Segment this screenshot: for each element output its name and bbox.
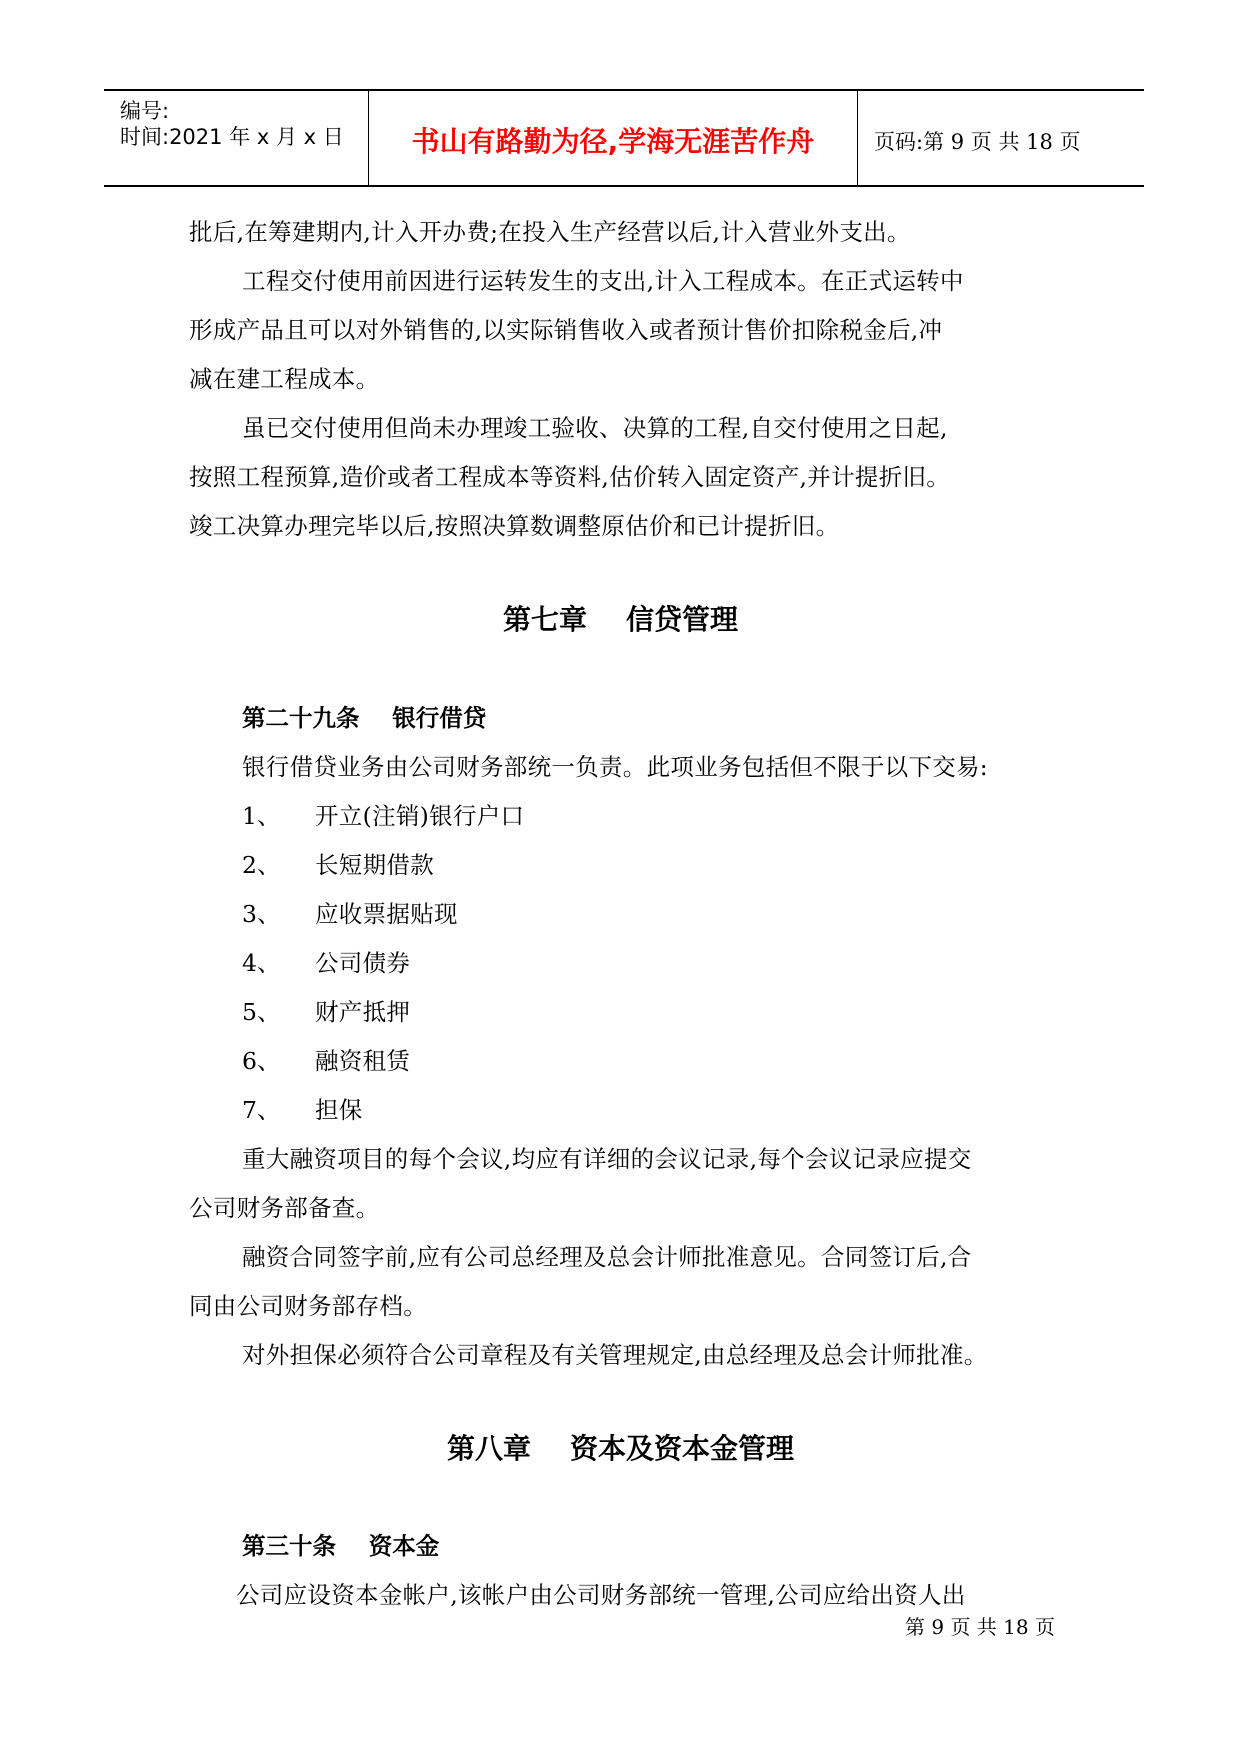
header-page-info: 页码:第 9 页 共 18 页 <box>874 130 1081 154</box>
paragraph-line: 重大融资项目的每个会议,均应有详细的会议记录,每个会议记录应提交 <box>242 1145 972 1173</box>
paragraph-line: 银行借贷业务由公司财务部统一负责。此项业务包括但不限于以下交易: <box>242 753 989 781</box>
paragraph-line: 竣工决算办理完毕以后,按照决算数调整原估价和已计提折旧。 <box>189 512 840 540</box>
paragraph-line: 形成产品且可以对外销售的,以实际销售收入或者预计售价扣除税金后,冲 <box>189 316 943 344</box>
paragraph-line: 融资合同签字前,应有公司总经理及总会计师批准意见。合同签订后,合 <box>242 1243 972 1271</box>
document-header <box>104 89 1144 187</box>
list-item-number: 7、 <box>242 1096 281 1124</box>
paragraph-line: 同由公司财务部存档。 <box>189 1292 427 1320</box>
list-item-text: 应收票据贴现 <box>315 900 458 928</box>
list-item-text: 担保 <box>315 1096 363 1124</box>
date-text: 时间:2021 年 x 月 x 日 <box>120 125 344 149</box>
list-item-number: 2、 <box>242 851 281 879</box>
header-right-cell <box>858 91 1144 185</box>
serial-number-label: 编号: <box>120 99 170 123</box>
page-footer: 第 9 页 共 18 页 <box>905 1615 1055 1639</box>
paragraph-line: 公司财务部备查。 <box>189 1194 380 1222</box>
list-item-text: 开立(注销)银行户口 <box>315 802 525 830</box>
paragraph-line: 对外担保必须符合公司章程及有关管理规定,由总经理及总会计师批准。 <box>242 1341 988 1369</box>
paragraph-line: 工程交付使用前因进行运转发生的支出,计入工程成本。在正式运转中 <box>242 267 964 295</box>
list-item-text: 融资租赁 <box>315 1047 411 1075</box>
paragraph-line: 公司应设资本金帐户,该帐户由公司财务部统一管理,公司应给出资人出 <box>236 1581 966 1609</box>
header-left-cell <box>104 91 368 185</box>
chapter-title: 第八章 资本及资本金管理 <box>447 1432 794 1465</box>
chapter-title: 第七章 信贷管理 <box>503 603 738 636</box>
article-heading: 第二十九条 银行借贷 <box>242 704 487 732</box>
paragraph-line: 虽已交付使用但尚未办理竣工验收、决算的工程,自交付使用之日起, <box>242 414 948 442</box>
list-item-text: 财产抵押 <box>315 998 411 1026</box>
list-item-number: 3、 <box>242 900 281 928</box>
paragraph-line: 按照工程预算,造价或者工程成本等资料,估价转入固定资产,并计提折旧。 <box>189 463 951 491</box>
list-item-text: 长短期借款 <box>315 851 434 879</box>
list-item-number: 6、 <box>242 1047 281 1075</box>
header-middle-cell <box>368 91 858 185</box>
paragraph-line: 批后,在筹建期内,计入开办费;在投入生产经营以后,计入营业外支出。 <box>189 218 911 246</box>
list-item-number: 1、 <box>242 802 281 830</box>
list-item-text: 公司债券 <box>315 949 411 977</box>
article-heading: 第三十条 资本金 <box>242 1532 440 1560</box>
paragraph-line: 减在建工程成本。 <box>189 365 380 393</box>
list-item-number: 4、 <box>242 949 281 977</box>
header-motto: 书山有路勤为径,学海无涯苦作舟 <box>411 125 815 158</box>
list-item-number: 5、 <box>242 998 281 1026</box>
